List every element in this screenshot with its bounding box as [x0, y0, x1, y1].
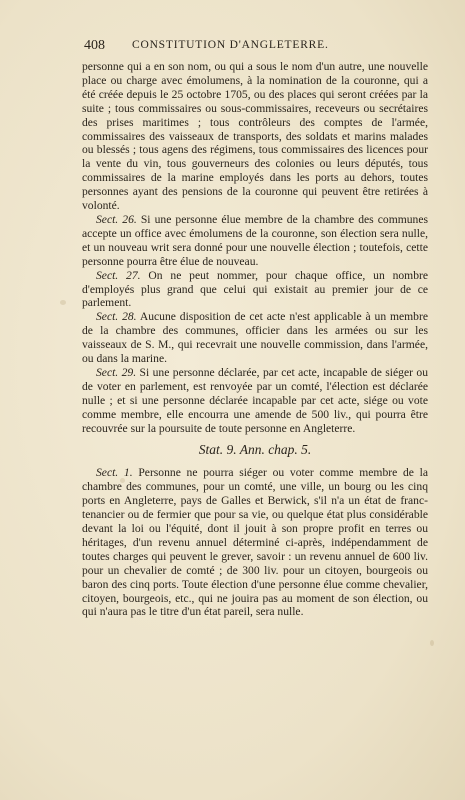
- body-text: [82, 60, 428, 619]
- paragraph-text: On ne peut nommer, pour chaque office, un nombre d'employés plus grand que celui qui existait au premier jour de ce parlement.: [82, 268, 429, 310]
- statute-heading: Stat. 9. Ann. chap. 5.: [198, 442, 312, 458]
- paragraph-sect-26: [82, 213, 428, 269]
- paragraph-sect-28: [82, 310, 428, 366]
- paragraph-continued: [82, 60, 428, 213]
- section-label: Sect. 29.: [96, 365, 137, 379]
- section-label: Sect. 27.: [96, 268, 141, 282]
- section-label: Sect. 26.: [96, 212, 137, 226]
- paper-stain: [430, 640, 434, 646]
- paragraph-text: personne qui a en son nom, ou qui a sous le nom d'un autre, une nouvelle place ou charge avec émolumens, à la nomination de la couronne, qui a été créée depuis le 25 octobre 1705, ou des places qui seront créées par la suite ; tous commissaires ou sous-commissaires, receveurs ou secrétaires des prises maritimes ; tous contrôleurs des comptes de l'armée, commissaires des vaisseaux de transports, des soldats et marins malades ou blessés ; tous agens des régimens, tous commissaires des licences pour la vente du vin, tous gouverneurs des colonies ou leurs députés, tous commissaires de la marine employés dans les ports au dehors, toutes personnes ayant des pensions de la couronne qui peuvent être retirées à volonté.: [82, 60, 428, 213]
- paragraph-sect-27: [82, 269, 428, 311]
- paper-stain: [60, 300, 66, 305]
- paragraph-sect-29: [82, 366, 428, 436]
- paragraph-text: Si une personne déclarée, par cet acte, incapable de siéger ou de voter en parlement, est renvoyée par un comté, l'élection est déclarée nulle ; et si une personne déclarée incapable par cet acte, siége ou vote comme membre, elle encourra une amende de 500 liv., qui pourra être recouvrée sur la poursuite de toute personne en Angleterre.: [82, 365, 428, 435]
- paragraph-text: Aucune disposition de cet acte n'est applicable à un membre de la chambre des communes, officier dans les armées ou sur les vaisseaux de S. M., qui recevrait une nouvelle commission, dans l'armée, ou dans la marine.: [82, 310, 428, 366]
- paragraph-sect-1: [82, 466, 428, 619]
- section-label: Sect. 1.: [96, 466, 133, 480]
- paragraph-text: Si une personne élue membre de la chambre des communes accepte un office avec émolumens de la couronne, son élection sera nulle, et un nouveau writ sera donné pour une nouvelle élection ; toutefois, cette personne pourra être élue de nouveau.: [82, 212, 428, 268]
- page-number: 408: [84, 38, 105, 53]
- section-label: Sect. 28.: [96, 310, 137, 324]
- paragraph-text: Personne ne pourra siéger ou voter comme membre de la chambre des communes, pour un comté, une ville, un bourg ou les cinq ports en Angleterre, pays de Galles et Berwick, s'il n'a un état de franc-tenancier ou de fermier que pour sa vie, ou quelque état plus considérable devant la loi ou l'équité, dont il jouit à son propre profit en terres ou héritages, d'un revenu annuel déterminé ci-après, indépendamment de toutes charges qui peuvent le grever, savoir : un revenu annuel de 600 liv. pour un chevalier de comté ; de 300 liv. pour un citoyen, bourgeois ou baron des cinq ports. Toute élection d'une personne élue comme chevalier, citoyen, bourgeois, etc., qui ne jouira pas au moment de son élection, ou qui n'aura pas le titre d'un état pareil, sera nulle.: [82, 466, 428, 619]
- running-title: CONSTITUTION D'ANGLETERRE.: [132, 39, 329, 51]
